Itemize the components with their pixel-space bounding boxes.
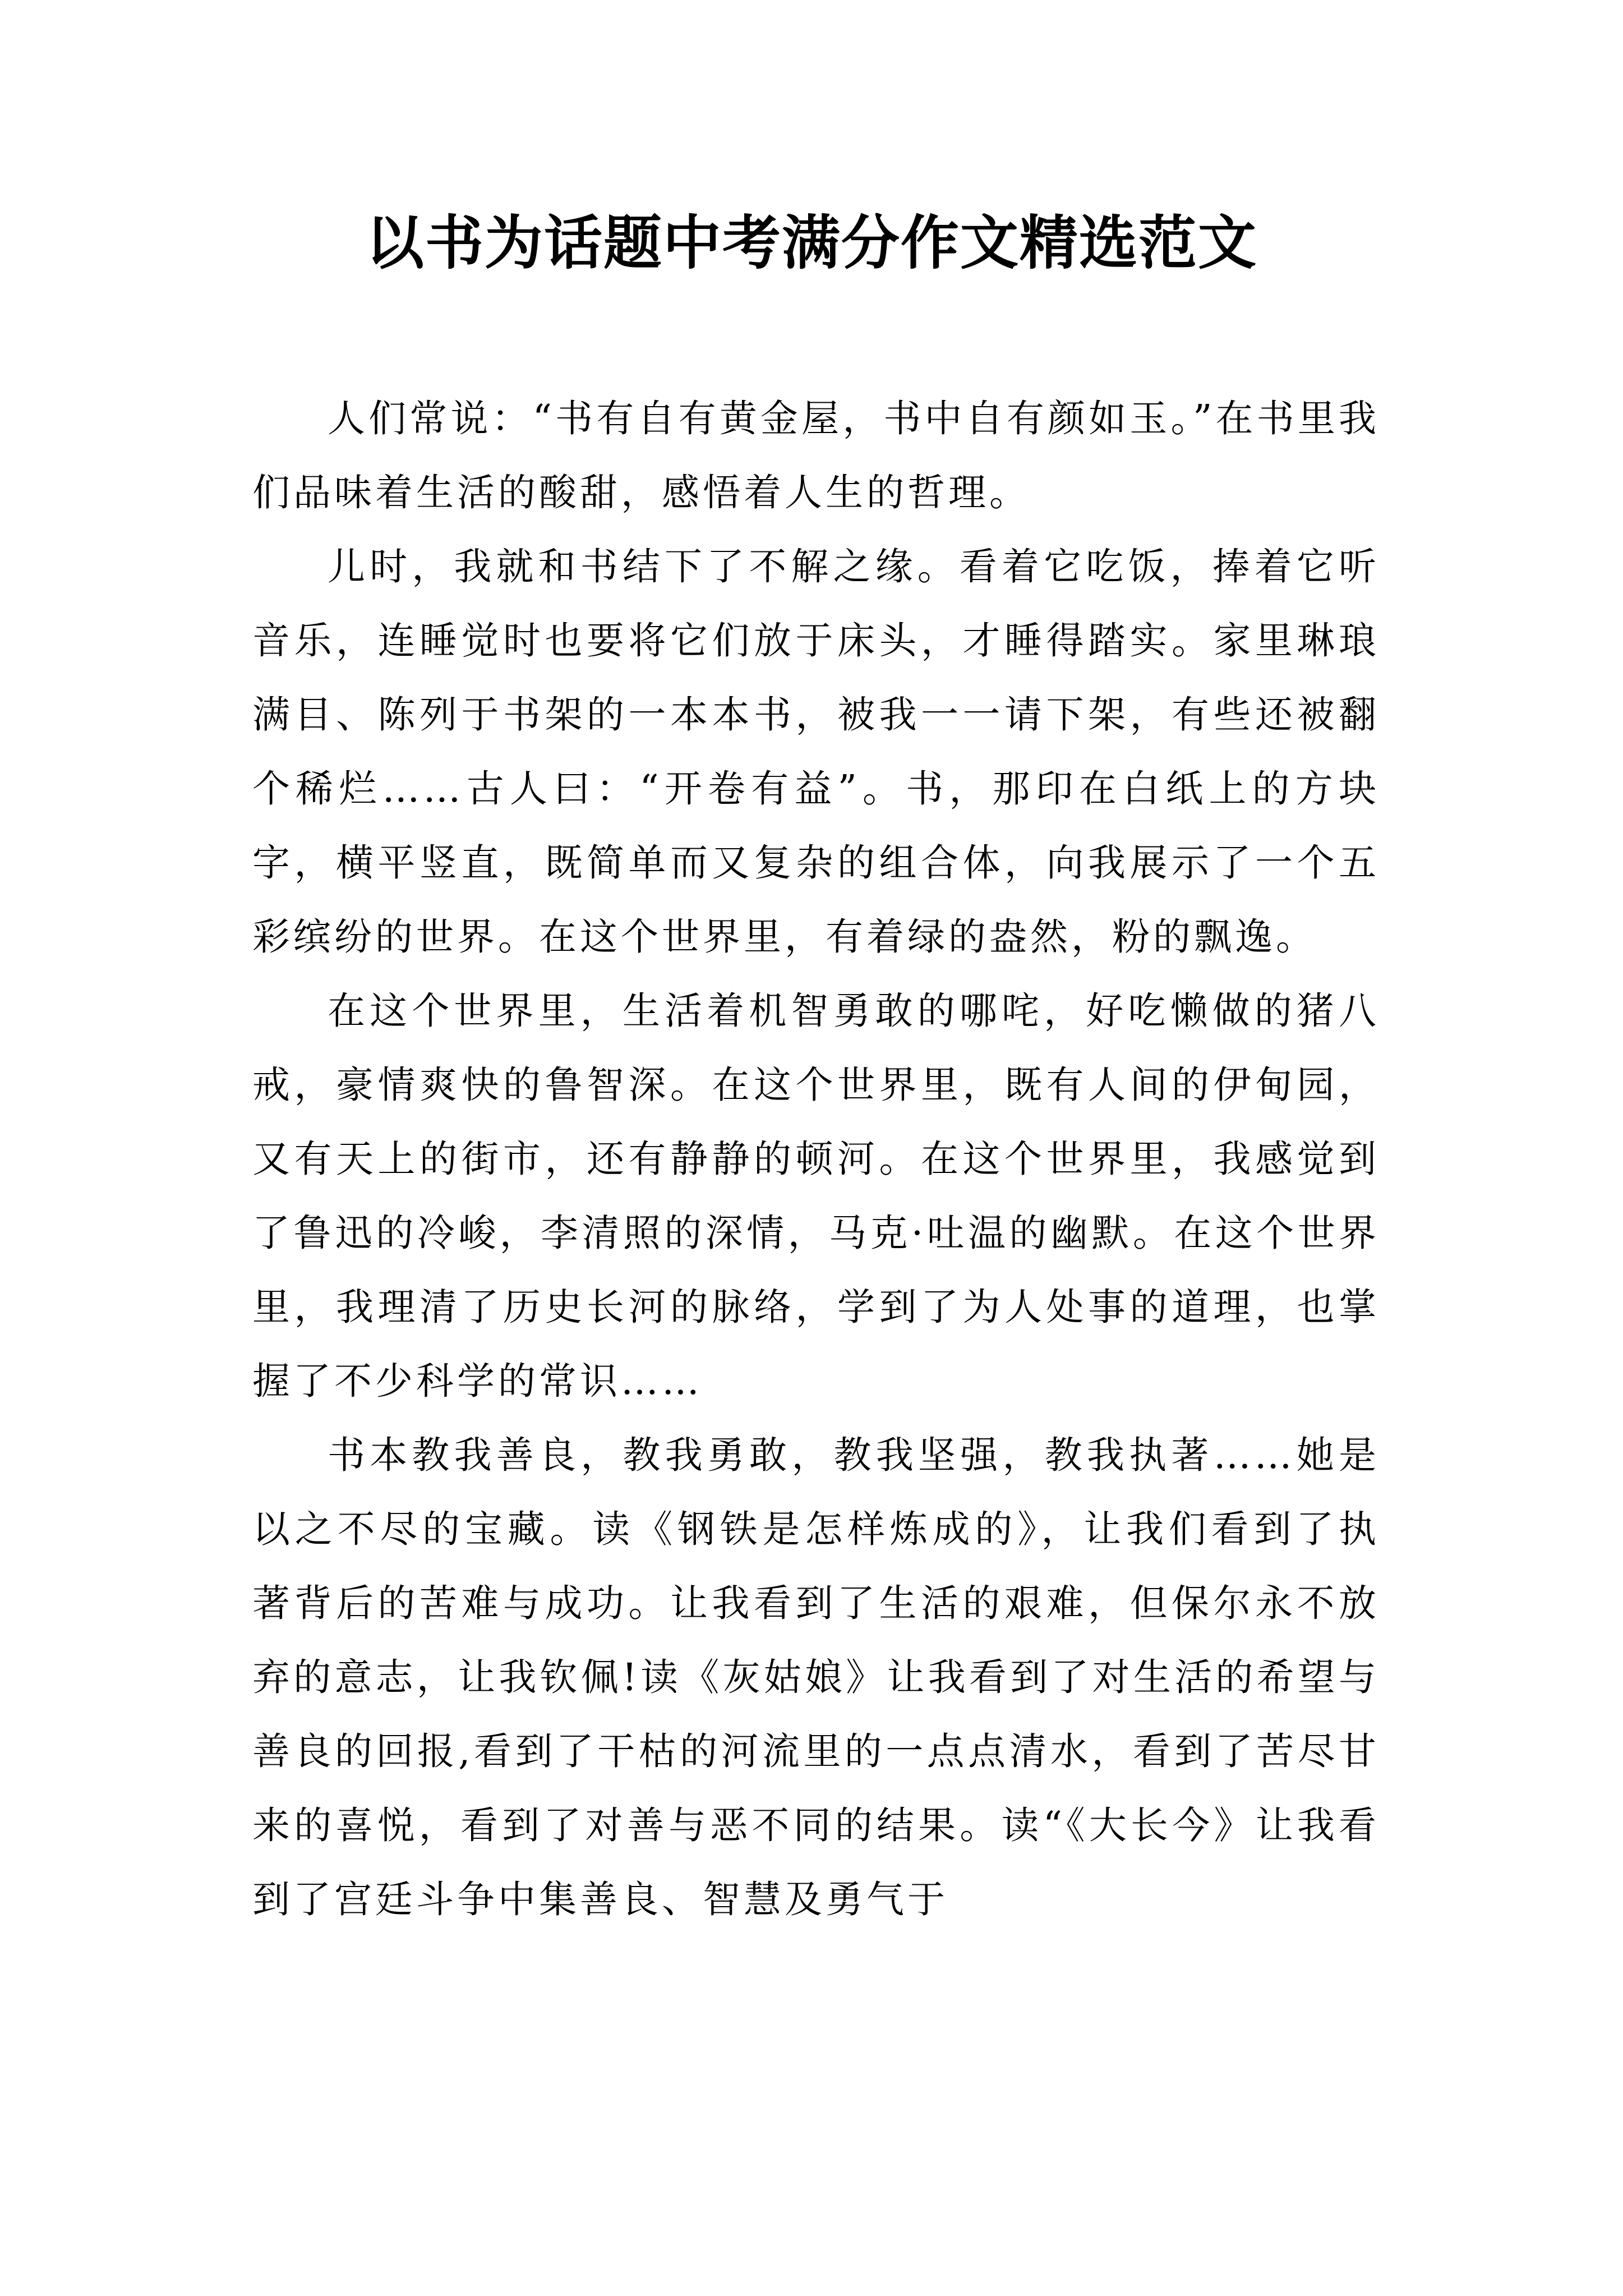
paragraph-intro: 人们常说：“书有自有黄金屋，书中自有颜如玉。”在书里我们品味着生活的酸甜，感悟着人生的哲理。: [252, 397, 1380, 514]
document-title: 以书为话题中考满分作文精选范文: [365, 208, 1257, 277]
paragraph-lessons: 书本教我善良，教我勇敢，教我坚强，教我执著……她是以之不尽的宝藏。读《钢铁是怎样炼成的》，让我们看到了执著背后的苦难与成功。让我看到了生活的艰难，但保尔永不放弃的意志，让我钦佩!读《灰姑娘》让我看到了对生活的希望与善良的回报,看到了干枯的河流里的一点点清水，看到了苦尽甘来的喜悦，看到了对善与恶不同的结果。读“《大长今》让我看到了宫廷斗争中集善良、智慧及勇气于: [252, 1433, 1380, 1921]
document-body: [252, 381, 1380, 1936]
paragraph-world: 在这个世界里，生活着机智勇敢的哪咤，好吃懒做的猪八戒，豪情爽快的鲁智深。在这个世界里，既有人间的伊甸园，又有天上的街市，还有静静的顿河。在这个世界里，我感觉到了鲁迅的冷峻，李清照的深情，马克·吐温的幽默。在这个世界里，我理清了历史长河的脉络，学到了为人处事的道理，也掌握了不少科学的常识……: [252, 989, 1380, 1403]
paragraph-childhood: 儿时，我就和书结下了不解之缘。看着它吃饭，捧着它听音乐，连睡觉时也要将它们放于床头，才睡得踏实。家里琳琅满目、陈列于书架的一本本书，被我一一请下架，有些还被翻个稀烂……古人曰：“开卷有益”。书，那印在白纸上的方块字，横平竖直，既简单而又复杂的组合体，向我展示了一个五彩缤纷的世界。在这个世界里，有着绿的盎然，粉的飘逸。: [252, 545, 1380, 959]
